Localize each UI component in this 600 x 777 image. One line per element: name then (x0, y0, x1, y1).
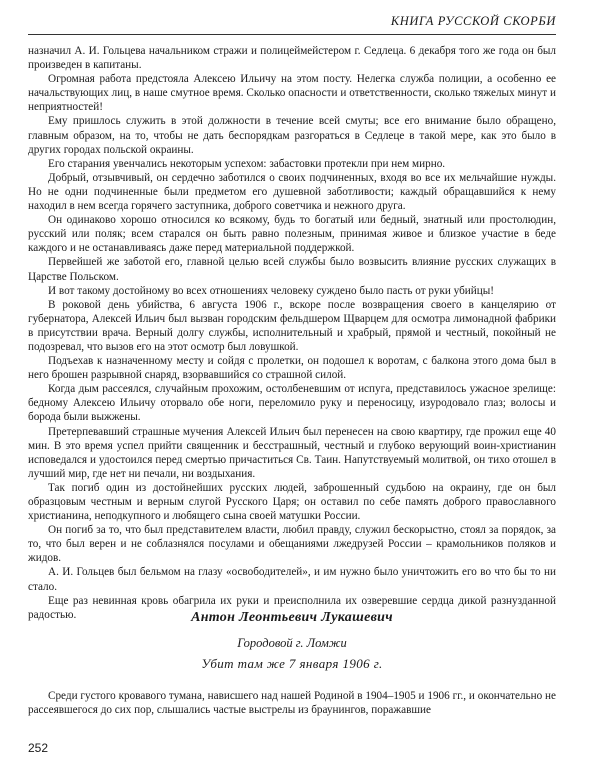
section-person-role: Городовой г. Ломжи (237, 636, 347, 650)
paragraph: Огромная работа предстояла Алексею Ильичу на этом посту. Нелегка служба полиции, а особенно ее начальствующих лиц, в наше смутное время. Сколько опасности и ответственности, сколько тяжелых минут и неприятностей! (28, 73, 556, 114)
paragraph: А. И. Гольцев был бельмом на глазу «освободителей», и им нужно было уничтожить его во что бы то ни стало. (28, 566, 556, 593)
paragraph: В роковой день убийства, 6 августа 1906 г., вскоре после возвращения своего в канцелярию от губернатора, Алексей Ильич был вызван городским фельдшером Щварцем для осмотра лимонадной фабрики в присутствии врача. Верный долгу службы, исполнительный и храбрый, прямой и честный, покойный не подозревал, что вызов его на этот осмотр был ловушкой. (28, 298, 556, 353)
section-text (28, 689, 556, 717)
header-rule (28, 34, 556, 35)
section-person-name: Антон Леонтьевич Лукашевич (191, 610, 393, 625)
running-header: КНИГА РУССКОЙ СКОРБИ (390, 14, 556, 28)
paragraph: Первейшей же заботой его, главной целью всей службы было возвысить влияние русских служащих в Царстве Польском. (28, 256, 556, 283)
paragraph: назначил А. И. Гольцева начальником стражи и полицеймейстером г. Седлеца. 6 декабря того же года он был произведен в капитаны. (28, 45, 556, 72)
paragraph: Когда дым рассеялся, случайным прохожим, остолбеневшим от испуга, представилось ужасное зрелище: бедному Алексею Ильичу оторвало обе ноги, переломило руку и переносицу, изуродовало глаз; волосы и борода были выжжены. (28, 383, 556, 424)
paragraph: Так погиб один из достойнейших русских людей, заброшенный судьбою на окраину, где он был образцовым честным и верным слугой Русского Царя; он оставил по себе память доброго православного христианина, неподкупного и любящего сына своей матушки России. (28, 481, 556, 523)
section-death-note: Убит там же 7 января 1906 г. (201, 656, 383, 671)
paragraph: Он одинаково хорошо относился ко всякому, будь то богатый или бедный, знатный или простолюдин, русский или поляк; всем старался он быть равно полезным, принимая живое и близкое участие в беде каждого и не останавливаясь даже перед материальной поддержкой. (28, 214, 556, 255)
paragraph: Среди густого кровавого тумана, нависшего над нашей Родиной в 1904–1905 и 1906 гг., и окончательно не рассеявшегося до сих пор, слышались частые выстрелы из браунингов, поражавшие (28, 690, 556, 717)
paragraph: Претерпевавший страшные мучения Алексей Ильич был перенесен на свою квартиру, где прожил еще 40 мин. В это время успел прийти священник и бесстрашный, честный и глубоко верующий воин-христианин исповедался и удостоился перед смертью причаститься Св. Таин. Напутствуемый молитвой, он тихо отошел в лучший мир, где нет ни печали, ни воздыхания. (28, 425, 556, 480)
paragraph: Он погиб за то, что был представителем власти, любил правду, служил бескорыстно, стоял за порядок, за то, что был верен и не соблазнялся посулами и обещаниями лжедрузей России – крамольников поляков и жидов. (28, 524, 556, 565)
main-text (28, 44, 556, 622)
paragraph: Его старания увенчались некоторым успехом: забастовки протекли при нем мирно. (48, 157, 446, 170)
paragraph: Добрый, отзывчивый, он сердечно заботился о своих подчиненных, входя во все их мельчайшие нужды. Но не одни подчиненные были предметом его душевной заботливости; каждый обращавшийся к нему находил в нем всегда горячего заступника, доброго советчика и нежного друга. (28, 171, 556, 213)
paragraph: И вот такому достойному во всех отношениях человеку суждено было пасть от руки убийцы! (48, 284, 495, 297)
page-number: 252 (28, 741, 49, 755)
paragraph: Подъехав к назначенному месту и сойдя с пролетки, он подошел к воротам, с балкона этого дома был в него брошен разрывной снаряд, взорвавшийся со страшной силой. (28, 355, 556, 382)
paragraph: Ему пришлось служить в этой должности в течение всей смуты; все его внимание было обращено, главным образом, на то, чтобы не дать беспорядкам разгораться в Седлеце в такой мере, как это было в других городах польской окраины. (28, 115, 556, 156)
paragraph: Еще раз невинная кровь обагрила их руки и преисполнила их озверевшие сердца дикой разнузданной радостью. (28, 594, 556, 621)
